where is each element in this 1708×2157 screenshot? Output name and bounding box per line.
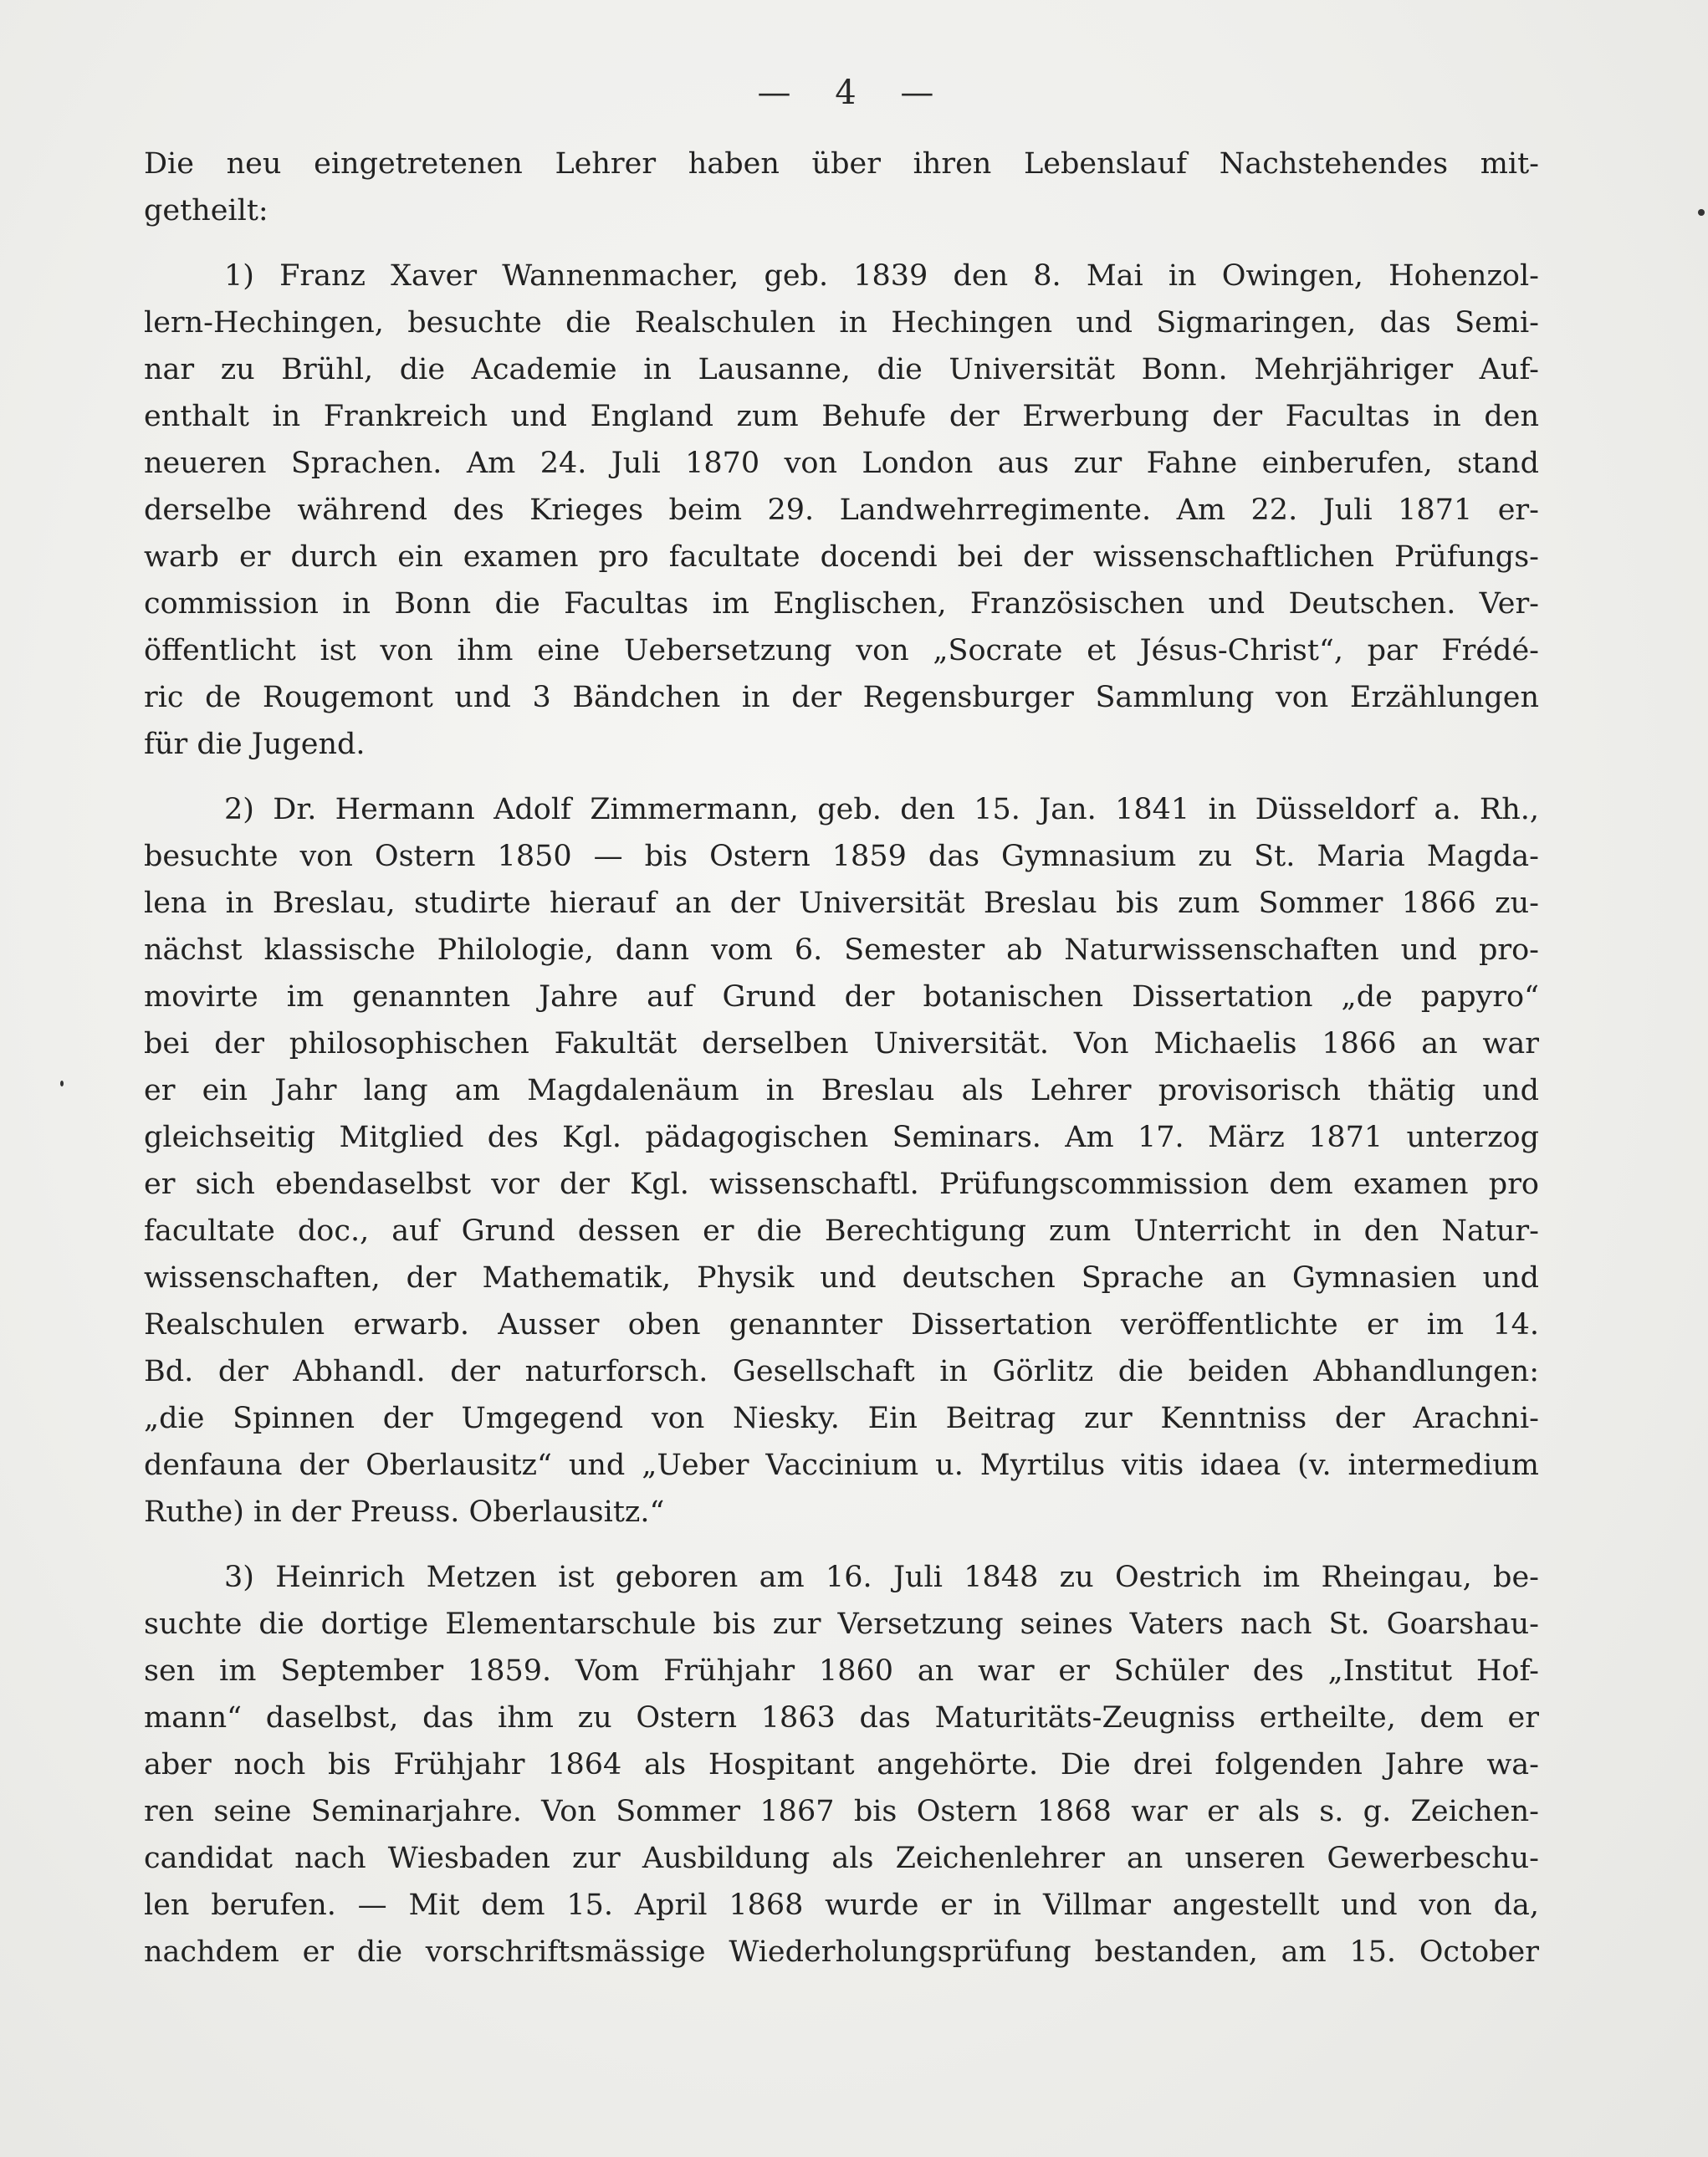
text-line: lena in Breslau, studirte hierauf an der Universität Breslau bis zum Sommer 1866 zu- bbox=[144, 887, 1539, 920]
intro-paragraph bbox=[144, 141, 1539, 234]
text-line: Die neu eingetretenen Lehrer haben über ihren Lebenslauf Nachstehendes mit- bbox=[144, 147, 1539, 181]
body-text bbox=[144, 141, 1539, 1976]
text-line: getheilt: bbox=[144, 194, 268, 227]
text-line: für die Jugend. bbox=[144, 728, 366, 761]
text-line: enthalt in Frankreich und England zum Behufe der Erwerbung der Facultas in den bbox=[144, 400, 1539, 433]
text-line: er ein Jahr lang am Magdalenäum in Breslau als Lehrer provisorisch thätig und bbox=[144, 1074, 1539, 1107]
text-line: neueren Sprachen. Am 24. Juli 1870 von London aus zur Fahne einberufen, stand bbox=[144, 447, 1539, 480]
text-line: nachdem er die vorschriftsmässige Wiederholungsprüfung bestanden, am 15. October bbox=[144, 1935, 1539, 1969]
text-line: warb er durch ein examen pro facultate docendi bei der wissenschaftlichen Prüfungs- bbox=[144, 540, 1539, 574]
text-line: ric de Rougemont und 3 Bändchen in der Regensburger Sammlung von Erzählungen bbox=[144, 681, 1539, 714]
text-line: 1) Franz Xaver Wannenmacher, geb. 1839 den 8. Mai in Owingen, Hohenzol- bbox=[224, 259, 1539, 293]
text-line: öffentlicht ist von ihm eine Uebersetzung von „Socrate et Jésus-Christ“, par Frédé- bbox=[144, 634, 1539, 667]
text-line: derselbe während des Krieges beim 29. Landwehrregimente. Am 22. Juli 1871 er- bbox=[144, 493, 1539, 527]
text-line: nächst klassische Philologie, dann vom 6. Semester ab Naturwissenschaften und pro- bbox=[144, 933, 1539, 967]
text-line: besuchte von Ostern 1850 — bis Ostern 1859 das Gymnasium zu St. Maria Magda- bbox=[144, 840, 1539, 873]
text-line: Ruthe) in der Preuss. Oberlausitz.“ bbox=[144, 1495, 665, 1529]
text-line: movirte im genannten Jahre auf Grund der botanischen Dissertation „de papyro“ bbox=[144, 980, 1539, 1014]
page-number: — 4 — bbox=[757, 74, 951, 112]
text-line: len berufen. — Mit dem 15. April 1868 wurde er in Villmar angestellt und von da, bbox=[144, 1889, 1539, 1922]
text-line: ren seine Seminarjahre. Von Sommer 1867 bis Ostern 1868 war er als s. g. Zeichen- bbox=[144, 1795, 1539, 1828]
text-line: wissenschaften, der Mathematik, Physik und deutschen Sprache an Gymnasien und bbox=[144, 1261, 1539, 1295]
text-line: Realschulen erwarb. Ausser oben genannter Dissertation veröffentlichte er im 14. bbox=[144, 1308, 1539, 1342]
text-line: aber noch bis Frühjahr 1864 als Hospitant angehörte. Die drei folgenden Jahre wa- bbox=[144, 1748, 1539, 1781]
text-line: er sich ebendaselbst vor der Kgl. wissenschaftl. Prüfungscommission dem examen pro bbox=[144, 1168, 1539, 1201]
text-line: gleichseitig Mitglied des Kgl. pädagogischen Seminars. Am 17. März 1871 unterzog bbox=[144, 1121, 1539, 1154]
text-line: 3) Heinrich Metzen ist geboren am 16. Juli 1848 zu Oestrich im Rheingau, be- bbox=[224, 1561, 1539, 1594]
text-line: facultate doc., auf Grund dessen er die Berechtigung zum Unterricht in den Natur- bbox=[144, 1214, 1539, 1248]
text-line: nar zu Brühl, die Academie in Lausanne, die Universität Bonn. Mehrjähriger Auf- bbox=[144, 353, 1539, 386]
text-line: sen im September 1859. Vom Frühjahr 1860 an war er Schüler des „Institut Hof- bbox=[144, 1654, 1539, 1688]
text-line: lern-Hechingen, besuchte die Realschulen in Hechingen und Sigmaringen, das Semi- bbox=[144, 306, 1539, 340]
text-line: candidat nach Wiesbaden zur Ausbildung als Zeichenlehrer an unseren Gewerbeschu- bbox=[144, 1842, 1539, 1875]
paper-speck bbox=[1698, 209, 1705, 216]
text-line: suchte die dortige Elementarschule bis zur Versetzung seines Vaters nach St. Goarshau- bbox=[144, 1608, 1539, 1641]
entry-wannenmacher bbox=[144, 253, 1539, 768]
text-line: bei der philosophischen Fakultät derselben Universität. Von Michaelis 1866 an war bbox=[144, 1027, 1539, 1061]
paper-speck bbox=[60, 1081, 64, 1086]
entry-metzen bbox=[144, 1554, 1539, 1976]
text-line: Bd. der Abhandl. der naturforsch. Gesellschaft in Görlitz die beiden Abhandlungen: bbox=[144, 1355, 1539, 1388]
text-line: „die Spinnen der Umgegend von Niesky. Ein Beitrag zur Kenntniss der Arachni- bbox=[144, 1402, 1539, 1435]
text-line: commission in Bonn die Facultas im Englischen, Französischen und Deutschen. Ver- bbox=[144, 587, 1539, 621]
text-line: denfauna der Oberlausitz“ und „Ueber Vaccinium u. Myrtilus vitis idaea (v. intermedium bbox=[144, 1449, 1539, 1482]
text-line: 2) Dr. Hermann Adolf Zimmermann, geb. den 15. Jan. 1841 in Düsseldorf a. Rh., bbox=[224, 793, 1539, 826]
text-line: mann“ daselbst, das ihm zu Ostern 1863 das Maturitäts-Zeugniss ertheilte, dem er bbox=[144, 1701, 1539, 1735]
entry-zimmermann bbox=[144, 786, 1539, 1536]
